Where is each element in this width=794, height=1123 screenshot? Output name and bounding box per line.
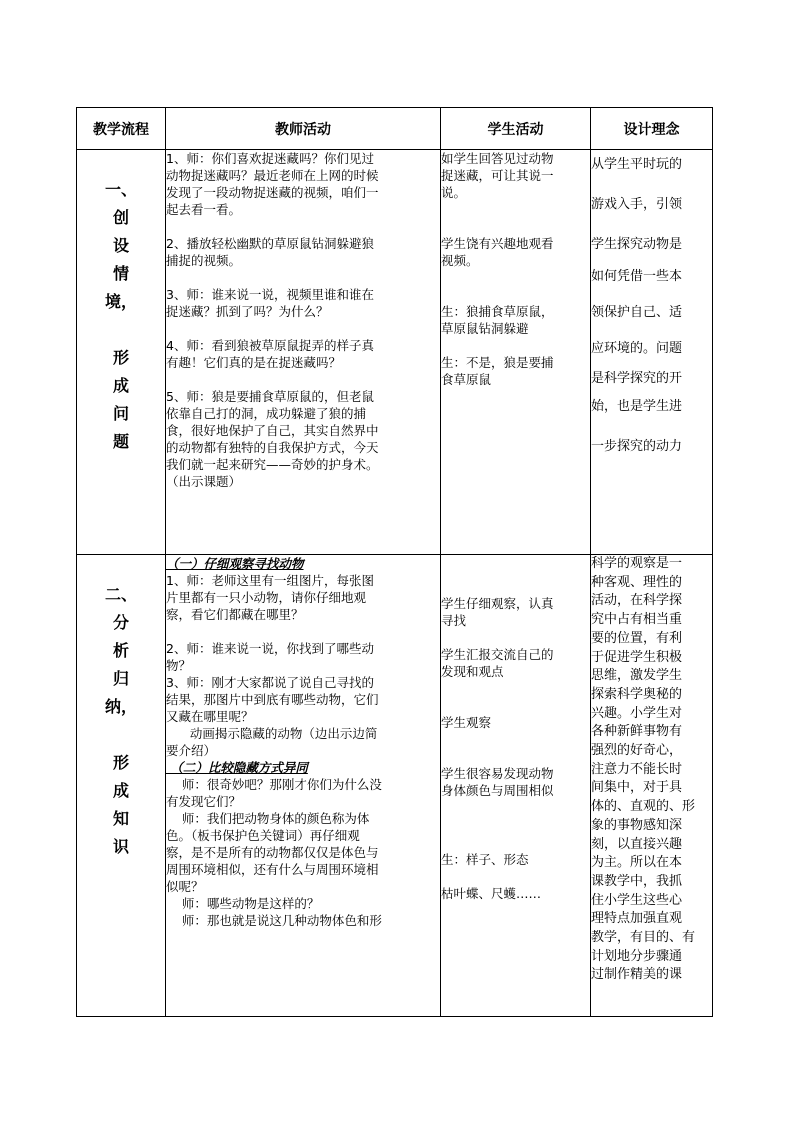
design-line: 游戏入手，引领 (591, 197, 683, 212)
stage-char: 题 (112, 432, 129, 451)
student-cell (441, 150, 591, 555)
student-paragraph: 如学生回答见过动物 捉迷藏，可让其说一 说。 (441, 151, 554, 200)
student-paragraph: 枯叶蝶、尺蠖…… (441, 886, 542, 901)
design-line: 从学生平时玩的 (591, 157, 683, 172)
header-student: 学生活动 (441, 108, 591, 150)
teacher-paragraph: 1、师：你们喜欢捉迷藏吗？你们见过 动物捉迷藏吗？最近老师在上网的时候 发现了一段动物捉迷藏的视频，咱们一 起去看一看。 (166, 151, 379, 217)
teacher-paragraph: 3、师：谁来说一说，视频里谁和谁在 捉迷藏？抓到了吗？为什么？ (166, 287, 374, 319)
design-cell (591, 555, 713, 1017)
design-paragraph: 科学的观察是一 种客观、理性的 活动，在科学探 究中占有相当重 要的位置，有利 于促进学生积极 思维，激发学生 探索科学奥秘的 兴趣。小学生对 各种新鲜事物有 强烈的好奇心， 注意力不能长时 间集中，对于具 体的、直观的、形 象的事物感知深 刻，以直接兴趣 为主。所以在本 课教学中，我抓 住小学生这些心 理特点加强直观 教学，有目的、有 计划地分步骤通 过制作精美的课 (591, 556, 696, 983)
student-paragraph: 学生观察 (441, 715, 492, 730)
student-paragraph: 学生很容易发现动物 身体颜色与周围相似 (441, 766, 554, 798)
section-subheading: （二）比较隐藏方式异同 (166, 760, 308, 775)
stage-char: 析 (112, 641, 129, 660)
design-line: 如何凭借一些本 (591, 269, 683, 284)
student-paragraph: 学生饶有兴趣地观看 视频。 (441, 236, 554, 268)
table-row (77, 555, 713, 1017)
student-cell (441, 555, 591, 1017)
teacher-paragraph: 4、师：看到狼被草原鼠捉弄的样子真 有趣！它们真的是在捉迷藏吗？ (166, 338, 374, 370)
design-line: 一步探究的动力 (591, 439, 683, 454)
lesson-plan-table (76, 107, 713, 1017)
student-paragraph: 学生汇报交流自己的 发现和观点 (441, 647, 554, 679)
student-paragraph: 生：样子、形态 (441, 852, 529, 867)
stage-cell (77, 150, 166, 555)
stage-char: 归 (112, 669, 129, 688)
stage-char: 问 (112, 404, 129, 423)
stage-char: 成 (112, 781, 129, 800)
header-row (77, 108, 713, 150)
stage-cell (77, 555, 166, 1017)
stage-char: 一、 (104, 180, 137, 199)
teacher-paragraph: 2、师：谁来说一说，你找到了哪些动 物？ 3、师：刚才大家都说了说自己寻找的 结果，那图片中到底有哪些动物，它们 又藏在哪里呢？ 动画揭示隐藏的动物（边出示边简 要介绍） (166, 641, 379, 758)
stage-char: 形 (112, 348, 129, 367)
stage-char: 境， (104, 292, 137, 311)
stage-char: 创 (112, 208, 129, 227)
teacher-paragraph: 2、播放轻松幽默的草原鼠钻洞躲避狼 捕捉的视频。 (166, 236, 374, 268)
section-subheading: （一）仔细观察寻找动物 (166, 556, 304, 571)
design-cell (591, 150, 713, 555)
stage-char: 知 (112, 809, 129, 828)
student-paragraph: 生：不是，狼是要捕 食草原鼠 (441, 355, 554, 387)
stage-char: 情 (112, 264, 129, 283)
design-line: 是科学探究的开 (591, 371, 683, 386)
header-design: 设计理念 (591, 108, 713, 150)
student-paragraph: 生：狼捕食草原鼠， 草原鼠钻洞躲避 (441, 304, 554, 336)
design-line: 应环境的。问题 (591, 341, 683, 356)
design-line: 始，也是学生进 (591, 399, 683, 414)
header-process: 教学流程 (77, 108, 166, 150)
stage-char: 成 (112, 376, 129, 395)
stage-char: 纳， (104, 697, 137, 716)
stage-char: 设 (112, 236, 129, 255)
design-line: 领保护自己、适 (591, 305, 683, 320)
header-teacher: 教师活动 (166, 108, 441, 150)
table-row (77, 150, 713, 555)
teacher-paragraph: 师：很奇妙吧？那刚才你们为什么没 有发现它们？ 师：我们把动物身体的颜色称为体 色。（板书保护色关键词）再仔细观 察，是不是所有的动物都仅仅是体色与 周围环境相似，还有什么与周围环境相 似呢？ 师：哪些动物是这样的？ 师：那也就是说这几种动物体色和形 (166, 777, 382, 928)
stage-char: 识 (112, 837, 129, 856)
stage-char: 形 (112, 753, 129, 772)
stage-char: 分 (112, 613, 129, 632)
teacher-paragraph: 5、师：狼是要捕食草原鼠的，但老鼠 依靠自己打的洞，成功躲避了狼的捕 食，很好地保护了自己，其实自然界中 的动物都有独特的自我保护方式，今天 我们就一起来研究——奇妙的护身术。 （出示课题） (166, 389, 379, 489)
teacher-paragraph: 1、师：老师这里有一组图片，每张图 片里都有一只小动物，请你仔细地观 察，看它们都藏在哪里？ (166, 573, 374, 622)
stage-char: 二、 (104, 585, 137, 604)
teacher-cell (166, 555, 441, 1017)
design-line: 学生探究动物是 (591, 237, 683, 252)
teacher-cell (166, 150, 441, 555)
student-paragraph: 学生仔细观察，认真 寻找 (441, 596, 554, 628)
